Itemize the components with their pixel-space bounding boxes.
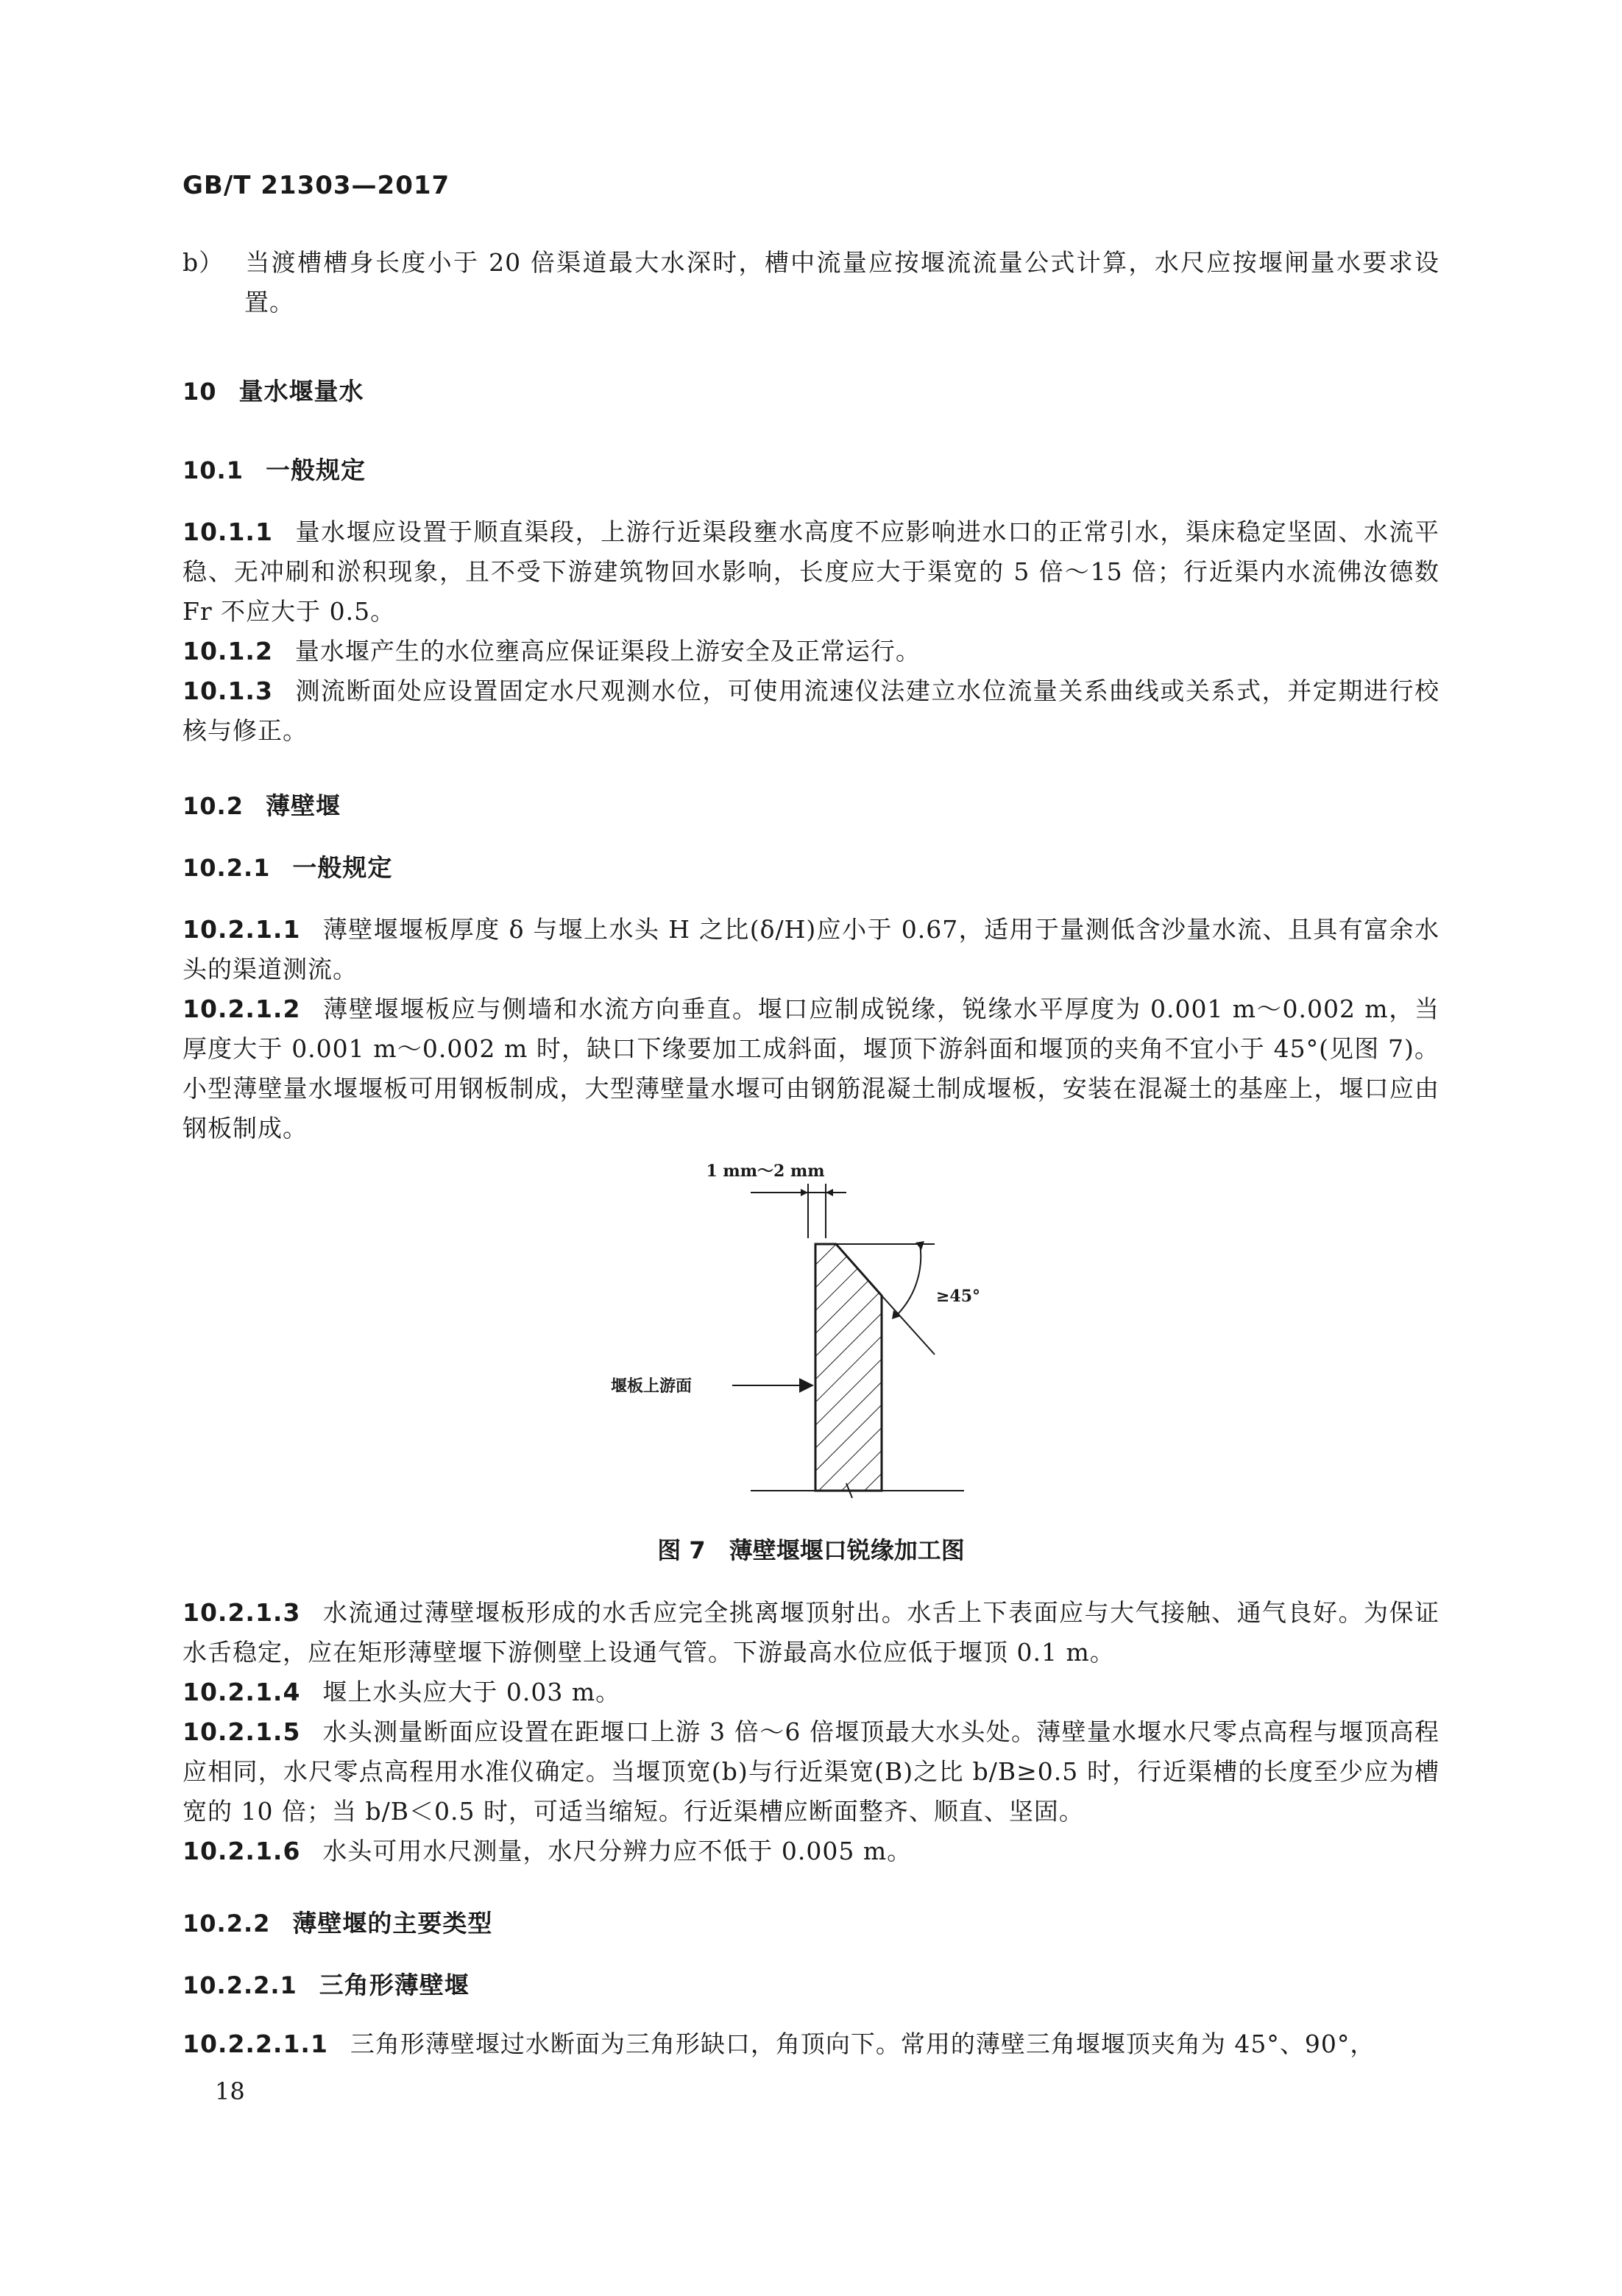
figure-7-diagram bbox=[603, 1156, 986, 1502]
clauses-10-2-1-b bbox=[183, 1593, 1439, 1871]
section-heading-10-2-1: 10.2.1 一般规定 bbox=[183, 853, 393, 882]
clause-10-2-1-2: 10.2.1.2 薄壁堰堰板应与侧墙和水流方向垂直。堰口应制成锐缘，锐缘水平厚度为 0.001 m～0.002 m，当厚度大于 0.001 m～0.002 m 时，缺口下缘要加工成斜面，堰顶下游斜面和堰顶的夹角不宜小于 45°(见图 7)。小型薄壁量水堰堰板可用钢板制成，大型薄壁量水堰可由钢筋混凝土制成堰板，安装在混凝土的基座上，堰口应由钢板制成。 bbox=[183, 995, 1439, 1142]
item-text: 当渡槽槽身长度小于 20 倍渠道最大水深时，槽中流量应按堰流流量公式计算，水尺应按堰闸量水要求设置。 bbox=[244, 248, 1439, 317]
clause-10-1-3: 10.1.3 测流断面处应设置固定水尺观测水位，可使用流速仪法建立水位流量关系曲线或关系式，并定期进行校核与修正。 bbox=[183, 677, 1439, 745]
clause-10-1-2: 10.1.2 量水堰产生的水位壅高应保证渠段上游安全及正常运行。 bbox=[183, 637, 921, 665]
section-heading-10-1: 10.1 一般规定 bbox=[183, 456, 366, 484]
clause-10-2-1-3: 10.2.1.3 水流通过薄壁堰板形成的水舌应完全挑离堰顶射出。水舌上下表面应与大气接触、通气良好。为保证水舌稳定，应在矩形薄壁堰下游侧壁上设通气管。下游最高水位应低于堰顶 0.1 m。 bbox=[183, 1598, 1439, 1667]
document-code-header: GB/T 21303—2017 bbox=[183, 171, 450, 200]
clause-10-1-1: 10.1.1 量水堰应设置于顺直渠段，上游行近渠段壅水高度不应影响进水口的正常引水，渠床稳定坚固、水流平稳、无冲刷和淤积现象，且不受下游建筑物回水影响，长度应大于渠宽的 5 倍～15 倍；行近渠内水流佛汝德数 Fr 不应大于 0.5。 bbox=[183, 518, 1439, 626]
item-marker: b） bbox=[183, 248, 224, 277]
clause-10-2-1-5: 10.2.1.5 水头测量断面应设置在距堰口上游 3 倍～6 倍堰顶最大水头处。薄壁量水堰水尺零点高程与堰顶高程应相同，水尺零点高程用水准仪确定。当堰顶宽(b)与行近渠宽(B)之比 b/B≥0.5 时，行近渠槽的长度至少应为槽宽的 10 倍；当 b/B＜0.5 时，可适当缩短。行近渠槽应断面整齐、顺直、坚固。 bbox=[183, 1717, 1439, 1826]
angle-label: ≥45° bbox=[936, 1287, 981, 1306]
dim-label: 1 mm～2 mm bbox=[706, 1162, 825, 1181]
section-heading-10-2: 10.2 薄壁堰 bbox=[183, 791, 341, 820]
dim-arrow-left bbox=[801, 1189, 808, 1196]
weir-plate-section bbox=[815, 1244, 882, 1491]
list-item-b bbox=[183, 243, 1439, 322]
chamfer-extension-line bbox=[882, 1296, 935, 1354]
upstream-face-label: 堰板上游面 bbox=[611, 1377, 693, 1396]
clause-10-2-1-4: 10.2.1.4 堰上水头应大于 0.03 m。 bbox=[183, 1678, 621, 1706]
dim-arrow-right bbox=[826, 1189, 833, 1196]
angle-arc bbox=[898, 1244, 921, 1314]
clause-10-2-2-1-1: 10.2.2.1.1 三角形薄壁堰过水断面为三角形缺口，角顶向下。常用的薄壁三角堰堰顶夹角为 45°、90°， bbox=[183, 2030, 1375, 2058]
clause-10-2-1-1: 10.2.1.1 薄壁堰堰板厚度 δ 与堰上水头 H 之比(δ/H)应小于 0.67，适用于量测低含沙量水流、且具有富余水头的渠道测流。 bbox=[183, 915, 1439, 983]
section-heading-10-2-2-1: 10.2.2.1 三角形薄壁堰 bbox=[183, 1971, 470, 1999]
page-number: 18 bbox=[215, 2077, 245, 2105]
clause-10-2-1-6: 10.2.1.6 水头可用水尺测量，水尺分辨力应不低于 0.005 m。 bbox=[183, 1837, 913, 1865]
figure-caption: 图 7 薄壁堰堰口锐缘加工图 bbox=[657, 1536, 965, 1564]
clauses-10-2-1-a bbox=[183, 910, 1439, 1148]
clauses-10-1 bbox=[183, 512, 1439, 751]
section-heading-10-2-2: 10.2.2 薄壁堰的主要类型 bbox=[183, 1909, 493, 1938]
section-heading-10: 10 量水堰量水 bbox=[183, 377, 364, 406]
